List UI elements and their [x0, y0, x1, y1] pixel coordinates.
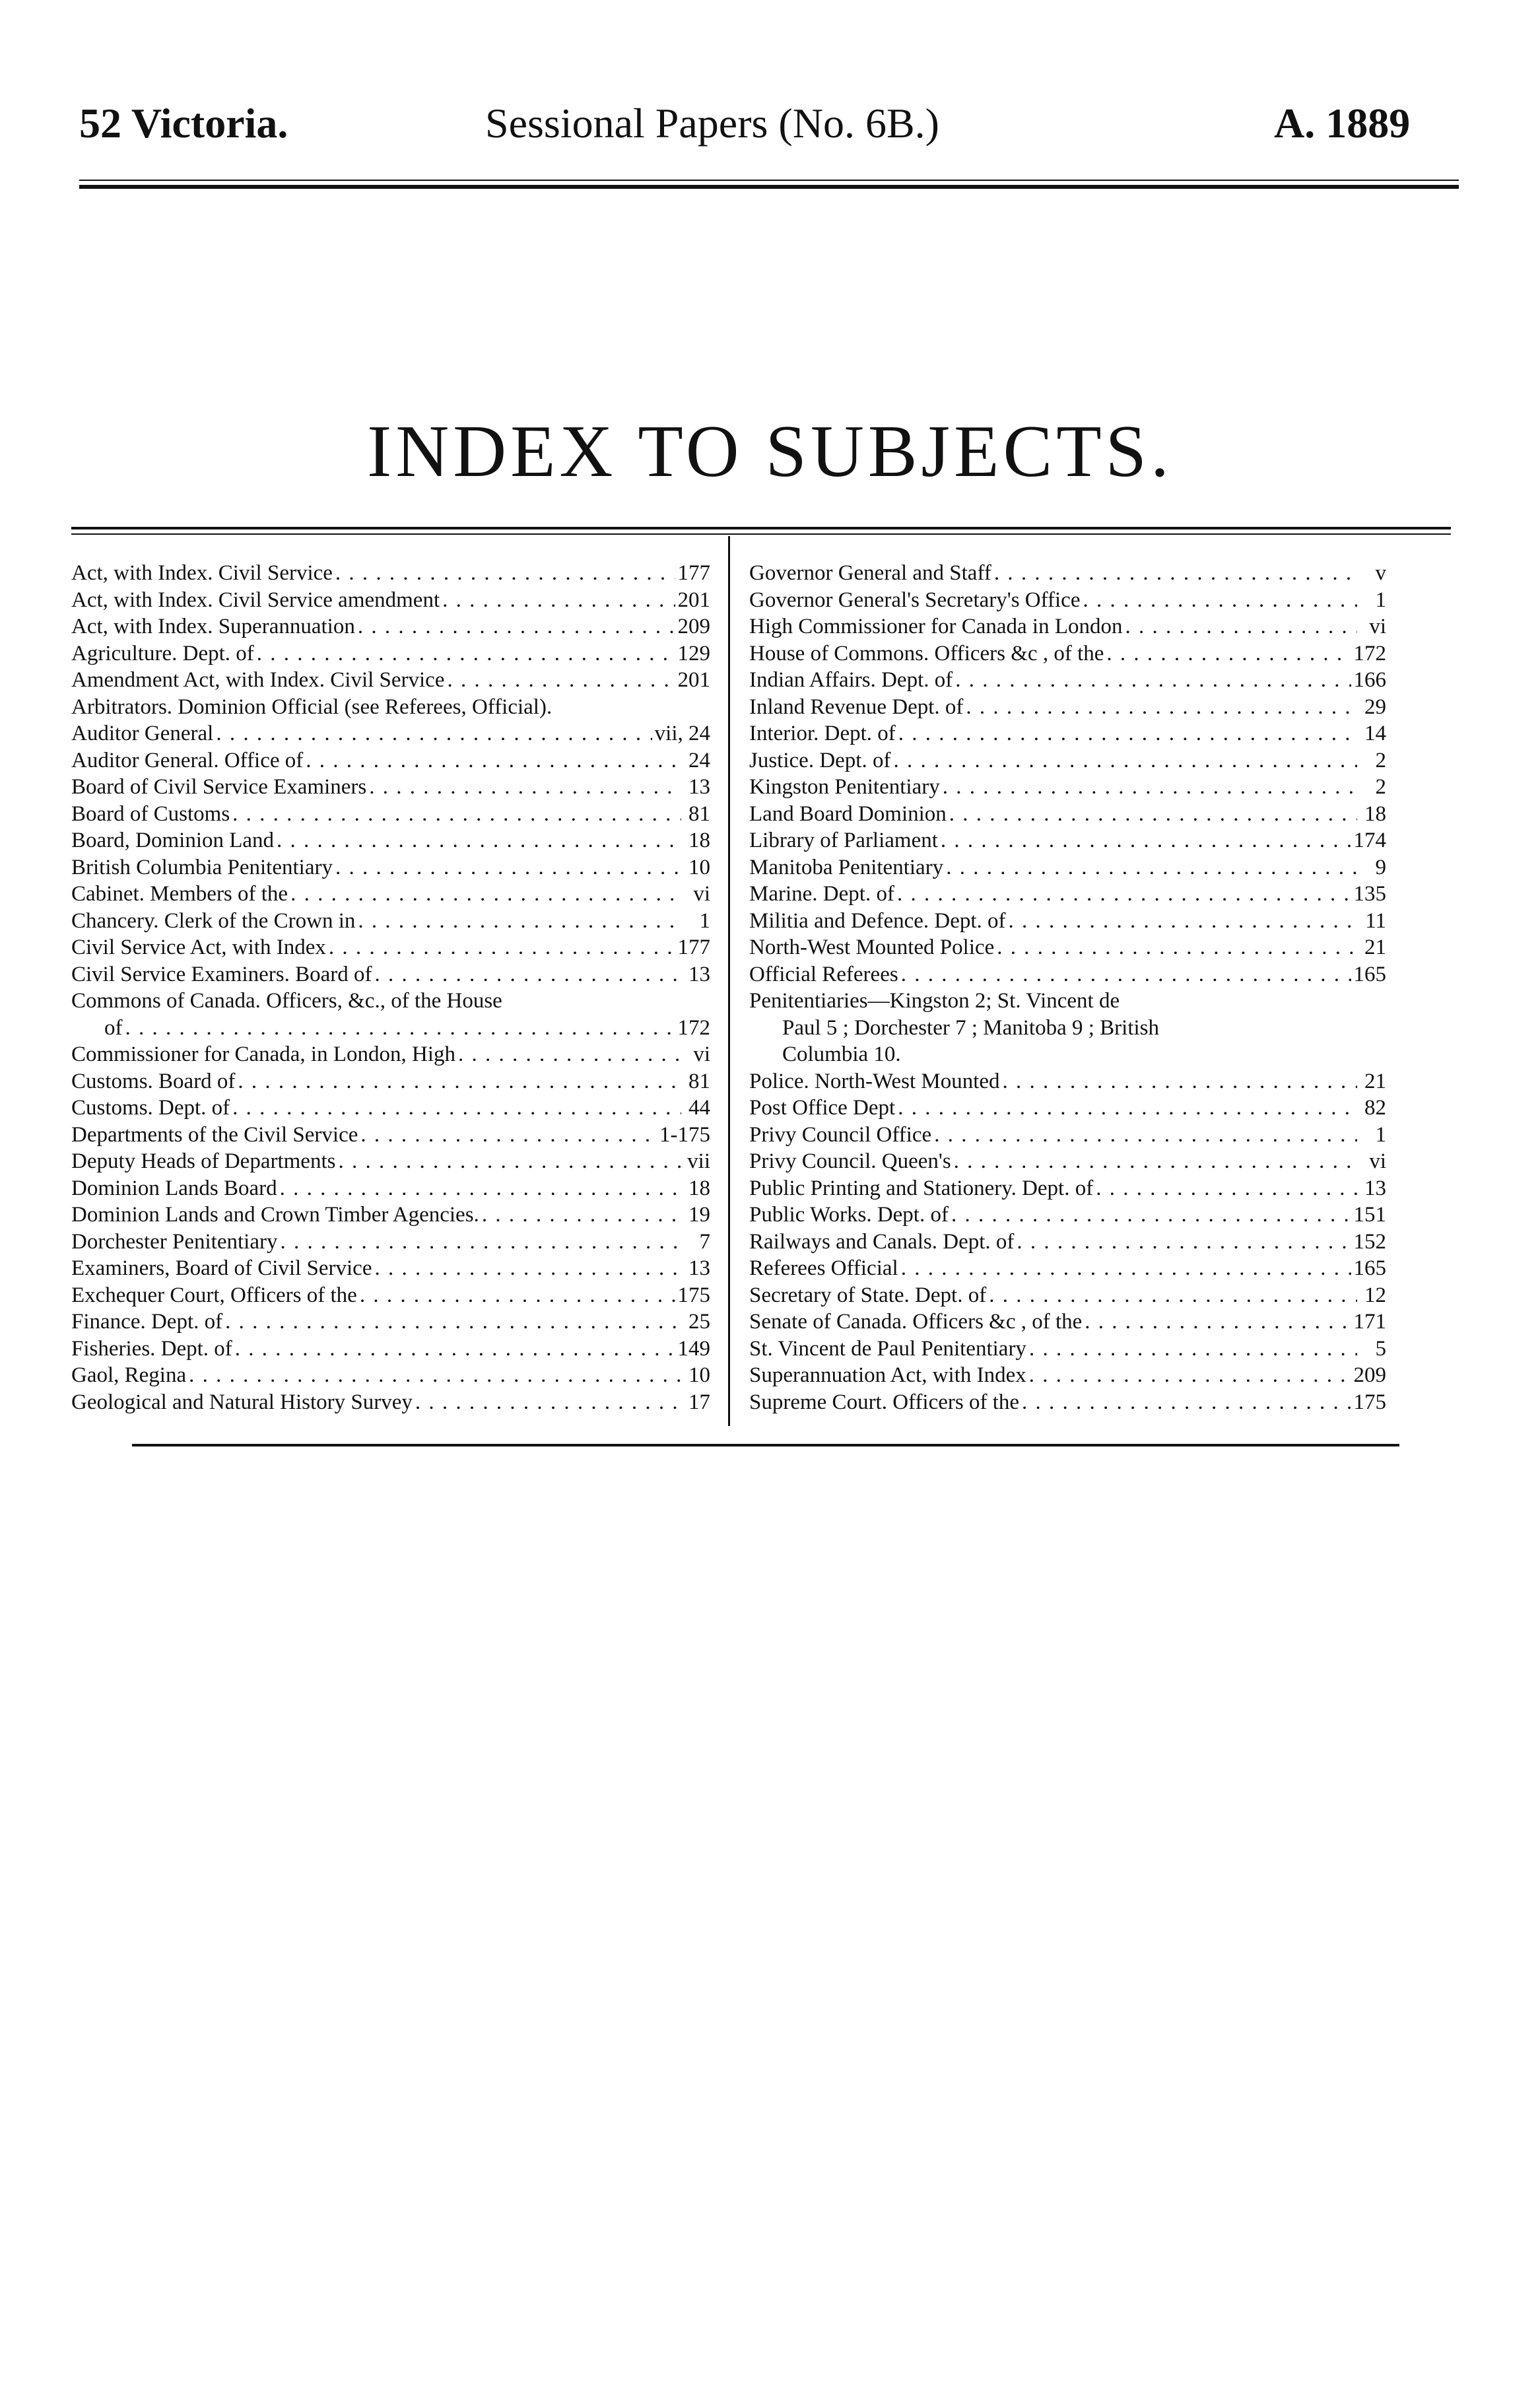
leader-dots: [415, 1389, 681, 1416]
index-entry: [71, 1068, 710, 1095]
entry-page-number: vi: [1369, 1149, 1386, 1173]
index-entry: [749, 720, 1386, 747]
entry-page-number: 151: [1353, 1203, 1386, 1227]
index-entry: [749, 1362, 1386, 1389]
entry-subject: Manitoba Penitentiary: [749, 855, 944, 879]
leader-dots: [235, 1336, 675, 1363]
index-entry: [71, 934, 710, 961]
leader-dots: [1125, 613, 1357, 640]
index-entry: [749, 827, 1386, 854]
index-entry: [749, 1068, 1386, 1095]
leader-dots: [338, 1148, 681, 1175]
entry-subject: Public Printing and Stationery. Dept. of: [749, 1176, 1094, 1200]
entry-subject: Customs. Dept. of: [71, 1096, 230, 1120]
leader-dots: [1017, 1229, 1351, 1256]
entry-page-number: 175: [677, 1283, 710, 1307]
entry-subject: Superannuation Act, with Index: [749, 1363, 1026, 1387]
index-entry: [71, 1362, 710, 1389]
entry-subject: Kingston Penitentiary: [749, 775, 940, 799]
leader-dots: [1085, 1309, 1351, 1336]
index-entry: [71, 908, 710, 935]
index-entry: [71, 881, 710, 908]
entry-page-number: 10: [688, 1363, 710, 1387]
index-entry: [71, 827, 710, 854]
entry-subject: Agriculture. Dept. of: [71, 641, 254, 665]
index-entry: [749, 1309, 1386, 1336]
entry-subject: Privy Council. Queen's: [749, 1149, 951, 1173]
bottom-rule: [132, 1444, 1399, 1446]
leader-dots: [893, 747, 1357, 774]
entry-page-number: 17: [688, 1390, 710, 1414]
entry-subject: St. Vincent de Paul Penitentiary: [749, 1336, 1026, 1361]
entry-page-number: 9: [1375, 855, 1386, 879]
leader-dots: [238, 1068, 681, 1095]
entry-subject: Referees Official: [749, 1256, 898, 1280]
entry-page-number: 1-175: [659, 1122, 710, 1147]
header-rule-thick: [79, 185, 1459, 189]
entry-subject: Finance. Dept. of: [71, 1310, 223, 1334]
index-entry: [71, 720, 710, 747]
entry-page-number: 174: [1353, 829, 1386, 852]
entry-subject: Act, with Index. Civil Service: [71, 561, 333, 585]
index-entry: Penitentiaries—Kingston 2; St. Vincent de: [749, 989, 1120, 1013]
entry-page-number: 24: [688, 748, 710, 772]
entry-subject: Dominion Lands and Crown Timber Agencies.: [71, 1203, 479, 1227]
index-entry: [71, 1389, 710, 1416]
leader-dots: [232, 1095, 681, 1122]
entry-page-number: 177: [677, 936, 710, 959]
leader-dots: [306, 747, 681, 774]
entry-page-number: 201: [677, 668, 710, 692]
entry-subject: Examiners, Board of Civil Service: [71, 1256, 372, 1280]
index-entry: Columbia 10.: [782, 1042, 901, 1066]
entry-page-number: 21: [1364, 1069, 1386, 1093]
index-entry: Arbitrators. Dominion Official (see Referees, Official).: [71, 695, 552, 719]
entry-page-number: vi: [693, 882, 710, 906]
index-entry: [71, 587, 710, 614]
index-entry: [71, 1015, 710, 1042]
index-entry: [71, 1229, 710, 1256]
leader-dots: [1029, 1362, 1351, 1389]
header-rule-thin: [79, 180, 1459, 181]
index-entry: [749, 908, 1386, 935]
leader-dots: [943, 774, 1357, 801]
entry-subject: Militia and Defence. Dept. of: [749, 908, 1006, 933]
entry-subject: Deputy Heads of Departments: [71, 1149, 336, 1173]
index-entry: [749, 587, 1386, 614]
column-separator: [728, 536, 730, 1426]
entry-page-number: 25: [688, 1310, 710, 1334]
index-entry: [71, 1148, 710, 1175]
header-session: 52 Victoria.: [79, 100, 288, 147]
page-title: INDEX TO SUBJECTS.: [367, 411, 1173, 493]
entry-subject: Chancery. Clerk of the Crown in: [71, 908, 356, 933]
index-entry: [749, 1255, 1386, 1282]
entry-page-number: 81: [688, 801, 710, 826]
leader-dots: [949, 801, 1357, 828]
leader-dots: [897, 881, 1351, 908]
leader-dots: [125, 1015, 675, 1042]
entry-page-number: 209: [1353, 1363, 1386, 1387]
index-entry: [749, 560, 1386, 587]
entry-subject: Board of Civil Service Examiners: [71, 775, 367, 799]
entry-page-number: 135: [1353, 882, 1386, 906]
index-entry: [71, 854, 710, 881]
leader-dots: [1003, 1068, 1357, 1095]
entry-page-number: 172: [1353, 641, 1386, 665]
entry-page-number: 201: [677, 588, 710, 612]
index-entry: [71, 560, 710, 587]
leader-dots: [335, 560, 675, 587]
entry-page-number: 129: [677, 641, 710, 665]
entry-subject: Dorchester Penitentiary: [71, 1229, 278, 1254]
leader-dots: [225, 1309, 681, 1336]
index-entry: [749, 801, 1386, 828]
entry-page-number: 177: [677, 561, 710, 585]
entry-subject: Commissioner for Canada, in London, High: [71, 1042, 456, 1066]
index-entry: [71, 613, 710, 640]
entry-page-number: 14: [1364, 722, 1386, 745]
entry-page-number: 21: [1364, 936, 1386, 959]
leader-dots: [358, 908, 681, 935]
entry-subject: Supreme Court. Officers of the: [749, 1390, 1020, 1414]
entry-page-number: 165: [1353, 1256, 1386, 1280]
entry-page-number: 13: [688, 775, 710, 799]
index-entry: [71, 774, 710, 801]
leader-dots: [360, 1282, 675, 1309]
entry-page-number: vii: [687, 1149, 710, 1173]
entry-subject: Inland Revenue Dept. of: [749, 695, 964, 719]
index-entry: [749, 1095, 1386, 1122]
index-column-left: [71, 560, 710, 1415]
entry-page-number: 165: [1353, 962, 1386, 986]
entry-page-number: vii, 24: [654, 722, 710, 745]
entry-subject: of: [104, 1015, 123, 1040]
entry-subject: Governor General and Staff: [749, 561, 991, 585]
header-sessional-papers: Sessional Papers (No. 6B.): [485, 100, 939, 147]
leader-dots: [374, 1255, 681, 1282]
entry-page-number: 18: [688, 829, 710, 852]
entry-subject: Library of Parliament: [749, 829, 938, 852]
entry-subject: British Columbia Penitentiary: [71, 855, 333, 879]
index-entry: [749, 1229, 1386, 1256]
entry-page-number: 13: [688, 1256, 710, 1280]
title-divider-thin: [71, 533, 1451, 535]
leader-dots: [360, 1122, 657, 1149]
leader-dots: [997, 934, 1357, 961]
entry-subject: Auditor General: [71, 722, 214, 745]
entry-subject: Marine. Dept. of: [749, 882, 894, 906]
entry-subject: Auditor General. Office of: [71, 748, 304, 772]
index-entry: [749, 881, 1386, 908]
entry-page-number: 44: [688, 1096, 710, 1120]
entry-page-number: 19: [688, 1203, 710, 1227]
entry-page-number: 5: [1375, 1336, 1386, 1361]
leader-dots: [901, 1255, 1351, 1282]
entry-subject: Secretary of State. Dept. of: [749, 1283, 987, 1307]
entry-page-number: 2: [1375, 748, 1386, 772]
leader-dots: [946, 854, 1357, 881]
leader-dots: [358, 613, 675, 640]
leader-dots: [898, 720, 1357, 747]
entry-page-number: 209: [677, 615, 710, 638]
index-entry: [749, 1122, 1386, 1149]
index-entry: [749, 961, 1386, 988]
leader-dots: [442, 587, 675, 614]
entry-subject: Public Works. Dept. of: [749, 1203, 949, 1227]
index-entry: [749, 667, 1386, 694]
index-entry: [71, 1095, 710, 1122]
leader-dots: [951, 1202, 1351, 1229]
leader-dots: [1083, 587, 1357, 614]
leader-dots: [954, 1148, 1357, 1175]
leader-dots: [901, 961, 1351, 988]
leader-dots: [458, 1041, 681, 1068]
leader-dots: [1096, 1175, 1357, 1202]
leader-dots: [482, 1202, 681, 1229]
header-year: A. 1889: [1274, 100, 1411, 147]
entry-subject: Privy Council Office: [749, 1122, 932, 1147]
entry-page-number: 1: [699, 908, 710, 933]
leader-dots: [374, 961, 681, 988]
index-entry: [749, 1202, 1386, 1229]
entry-subject: North-West Mounted Police: [749, 936, 995, 959]
entry-subject: Board, Dominion Land: [71, 829, 275, 852]
leader-dots: [1106, 640, 1351, 667]
entry-subject: House of Commons. Officers &c , of the: [749, 641, 1104, 665]
entry-subject: Act, with Index. Superannuation: [71, 615, 355, 638]
entry-page-number: 175: [1353, 1390, 1386, 1414]
index-entry: [749, 1336, 1386, 1363]
leader-dots: [189, 1362, 681, 1389]
entry-subject: Post Office Dept: [749, 1096, 896, 1120]
leader-dots: [369, 774, 681, 801]
entry-page-number: 81: [688, 1069, 710, 1093]
entry-subject: Amendment Act, with Index. Civil Service: [71, 668, 445, 692]
entry-page-number: 11: [1365, 908, 1386, 933]
entry-subject: Indian Affairs. Dept. of: [749, 668, 953, 692]
leader-dots: [280, 1175, 681, 1202]
index-entry: [71, 1336, 710, 1363]
entry-subject: Civil Service Examiners. Board of: [71, 962, 372, 986]
index-entry: [749, 934, 1386, 961]
leader-dots: [941, 827, 1351, 854]
index-entry: [71, 1122, 710, 1149]
entry-subject: Land Board Dominion: [749, 801, 947, 826]
entry-subject: Geological and Natural History Survey: [71, 1390, 413, 1414]
index-entry: [71, 1309, 710, 1336]
index-entry: [71, 667, 710, 694]
index-entry: [749, 1389, 1386, 1416]
entry-page-number: 172: [677, 1015, 710, 1040]
entry-subject: Cabinet. Members of the: [71, 882, 288, 906]
leader-dots: [1009, 908, 1357, 935]
index-entry: [71, 747, 710, 774]
index-entry: Commons of Canada. Officers, &c., of the House: [71, 989, 502, 1013]
index-column-right: [749, 560, 1386, 1415]
leader-dots: [257, 640, 675, 667]
entry-subject: Interior. Dept. of: [749, 722, 896, 745]
entry-page-number: 171: [1353, 1310, 1386, 1334]
entry-page-number: 82: [1364, 1096, 1386, 1120]
index-entry: [71, 1282, 710, 1309]
index-entry: [71, 1175, 710, 1202]
entry-subject: Police. North-West Mounted: [749, 1069, 1000, 1093]
entry-page-number: 149: [677, 1336, 710, 1361]
entry-page-number: 12: [1364, 1283, 1386, 1307]
index-entry: [749, 1282, 1386, 1309]
entry-page-number: 7: [699, 1229, 710, 1254]
entry-subject: Governor General's Secretary's Office: [749, 588, 1081, 612]
entry-subject: Departments of the Civil Service: [71, 1122, 358, 1147]
index-entry: [749, 694, 1386, 721]
leader-dots: [1022, 1389, 1351, 1416]
entry-page-number: 18: [688, 1176, 710, 1200]
leader-dots: [898, 1095, 1357, 1122]
index-entry: [71, 1255, 710, 1282]
leader-dots: [447, 667, 675, 694]
entry-subject: Gaol, Regina: [71, 1363, 187, 1387]
index-entry: [71, 640, 710, 667]
leader-dots: [966, 694, 1357, 721]
index-entry: [749, 640, 1386, 667]
entry-subject: Board of Customs: [71, 801, 230, 826]
entry-subject: Exchequer Court, Officers of the: [71, 1283, 357, 1307]
leader-dots: [232, 801, 681, 828]
entry-subject: Dominion Lands Board: [71, 1176, 277, 1200]
leader-dots: [989, 1282, 1357, 1309]
entry-page-number: 13: [1364, 1176, 1386, 1200]
entry-page-number: vi: [1369, 615, 1386, 638]
entry-subject: Justice. Dept. of: [749, 748, 891, 772]
leader-dots: [280, 1229, 681, 1256]
entry-page-number: 1: [1375, 1122, 1386, 1147]
leader-dots: [955, 667, 1351, 694]
index-entry: [749, 854, 1386, 881]
index-entry: [749, 774, 1386, 801]
entry-subject: Civil Service Act, with Index: [71, 936, 326, 959]
entry-page-number: 152: [1353, 1229, 1386, 1254]
leader-dots: [329, 934, 675, 961]
index-entry: [749, 1175, 1386, 1202]
entry-page-number: 29: [1364, 695, 1386, 719]
entry-page-number: 10: [688, 855, 710, 879]
entry-subject: Senate of Canada. Officers &c , of the: [749, 1310, 1083, 1334]
entry-subject: Customs. Board of: [71, 1069, 236, 1093]
index-entry: [71, 1202, 710, 1229]
entry-subject: Act, with Index. Civil Service amendment: [71, 588, 440, 612]
index-entry: [749, 1148, 1386, 1175]
entry-subject: Official Referees: [749, 962, 898, 986]
entry-page-number: 1: [1375, 588, 1386, 612]
leader-dots: [1029, 1336, 1357, 1363]
running-header: [0, 99, 1540, 165]
leader-dots: [216, 720, 652, 747]
entry-page-number: 13: [688, 962, 710, 986]
index-entry: [71, 961, 710, 988]
leader-dots: [335, 854, 681, 881]
entry-page-number: 18: [1364, 801, 1386, 826]
index-entry: [71, 1041, 710, 1068]
entry-page-number: 166: [1353, 668, 1386, 692]
entry-subject: Railways and Canals. Dept. of: [749, 1229, 1015, 1254]
leader-dots: [934, 1122, 1357, 1149]
leader-dots: [290, 881, 681, 908]
entry-page-number: vi: [693, 1042, 710, 1066]
entry-subject: High Commissioner for Canada in London: [749, 615, 1123, 638]
index-entry: Paul 5 ; Dorchester 7 ; Manitoba 9 ; British: [782, 1015, 1160, 1040]
leader-dots: [994, 560, 1357, 587]
title-divider: [71, 527, 1451, 529]
leader-dots: [277, 827, 681, 854]
entry-page-number: 2: [1375, 775, 1386, 799]
entry-page-number: v: [1375, 561, 1386, 585]
index-entry: [749, 747, 1386, 774]
entry-subject: Fisheries. Dept. of: [71, 1336, 232, 1361]
index-entry: [749, 613, 1386, 640]
index-entry: [71, 801, 710, 828]
